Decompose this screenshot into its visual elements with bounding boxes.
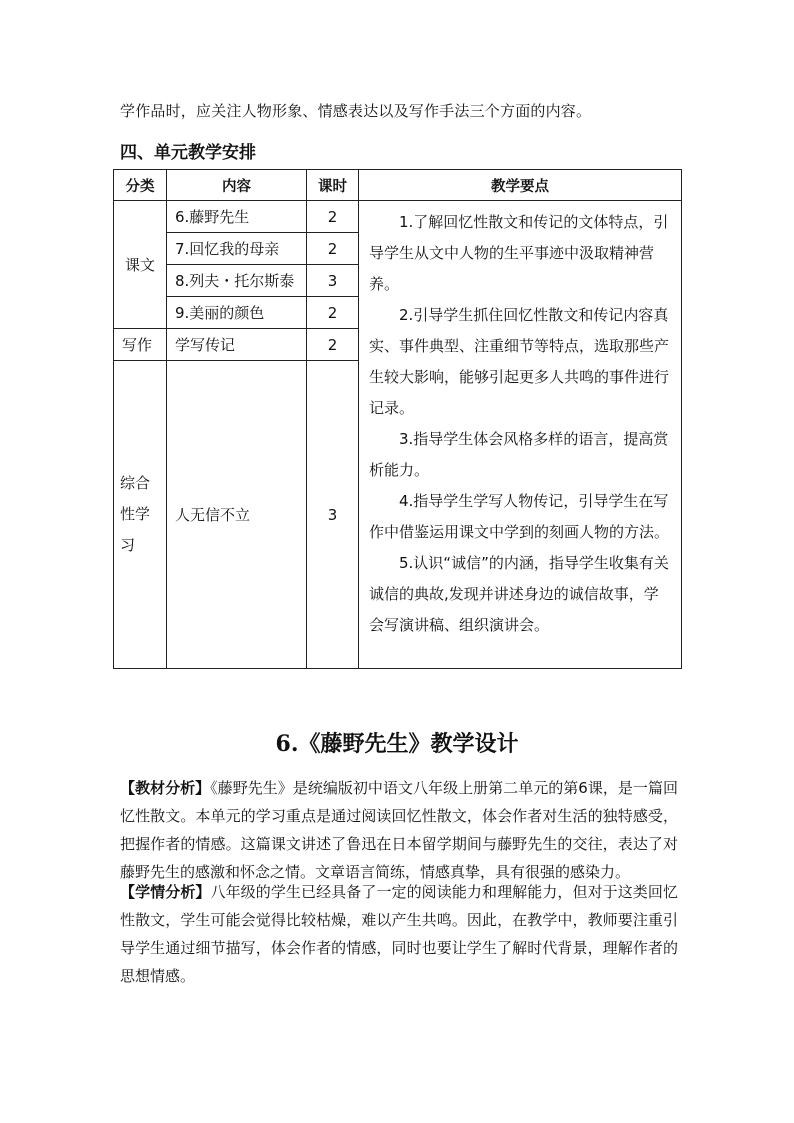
writing-category: 写作 — [114, 329, 167, 361]
lesson-hours: 2 — [307, 233, 359, 265]
key-point: 4.指导学生学写人物传记，引导学生在写作中借鉴运用课文中学到的刻画人物的方法。 — [369, 492, 670, 541]
key-point: 5.认识“诚信”的内涵，指导学生收集有关诚信的典故,发现并讲述身边的诚信故事，学会写演讲稿、组织演讲会。 — [369, 554, 669, 634]
lesson-hours: 3 — [307, 265, 359, 297]
category-text-cell: 课文 — [114, 201, 167, 329]
lesson-content: 6.藤野先生 — [167, 201, 307, 233]
lesson-hours: 2 — [307, 201, 359, 233]
comprehensive-category — [114, 361, 167, 669]
table-row — [114, 201, 682, 233]
material-analysis — [120, 774, 678, 886]
comprehensive-hours: 3 — [307, 361, 359, 669]
comprehensive-content: 人无信不立 — [167, 361, 307, 669]
category-line: 综合 — [120, 474, 151, 492]
key-point: 3.指导学生体会风格多样的语言，提高赏析能力。 — [369, 430, 669, 479]
design-title: 6.《藤野先生》教学设计 — [275, 731, 519, 757]
category-line: 性学 — [120, 505, 151, 523]
unit-plan-table — [113, 169, 682, 669]
lesson-content: 7.回忆我的母亲 — [167, 233, 307, 265]
key-point: 1.了解回忆性散文和传记的文体特点，引导学生从文中人物的生平事迹中汲取精神营养。 — [369, 213, 669, 293]
key-points-cell — [359, 201, 682, 669]
writing-hours: 2 — [307, 329, 359, 361]
header-category: 分类 — [114, 170, 167, 201]
header-key-points: 教学要点 — [359, 170, 682, 201]
material-label: 【教材分析】 — [120, 779, 211, 797]
table-header-row — [114, 170, 682, 201]
lesson-content: 9.美丽的颜色 — [167, 297, 307, 329]
lesson-content: 8.列夫・托尔斯泰 — [167, 265, 307, 297]
header-hours: 课时 — [307, 170, 359, 201]
lesson-hours: 2 — [307, 297, 359, 329]
header-content: 内容 — [167, 170, 307, 201]
section-heading: 四、单元教学安排 — [120, 143, 256, 163]
intro-line: 学作品时，应关注人物形象、情感表达以及写作手法三个方面的内容。 — [120, 102, 592, 120]
student-label: 【学情分析】 — [120, 883, 211, 901]
category-line: 习 — [120, 536, 136, 554]
key-point: 2.引导学生抓住回忆性散文和传记内容真实、事件典型、注重细节等特点，选取那些产生较大影响，能够引起更多人共鸣的事件进行记录。 — [369, 306, 670, 417]
student-text: 八年级的学生已经具备了一定的阅读能力和理解能力，但对于这类回忆性散文，学生可能会觉得比较枯燥，难以产生共鸣。因此，在教学中，教师要注重引导学生通过细节描写，体会作者的情感，同时也要让学生了解时代背景，理解作者的思想情感。 — [120, 883, 678, 985]
writing-content: 学写传记 — [167, 329, 307, 361]
student-analysis — [120, 878, 678, 990]
material-text: 《藤野先生》是统编版初中语文八年级上册第二单元的第6课，是一篇回忆性散文。本单元的学习重点是通过阅读回忆性散文，体会作者对生活的独特感受，把握作者的情感。这篇课文讲述了鲁迅在日本留学期间与藤野先生的交往，表达了对藤野先生的感激和怀念之情。文章语言简练，情感真挚，具有很强的感染力。 — [120, 779, 678, 881]
